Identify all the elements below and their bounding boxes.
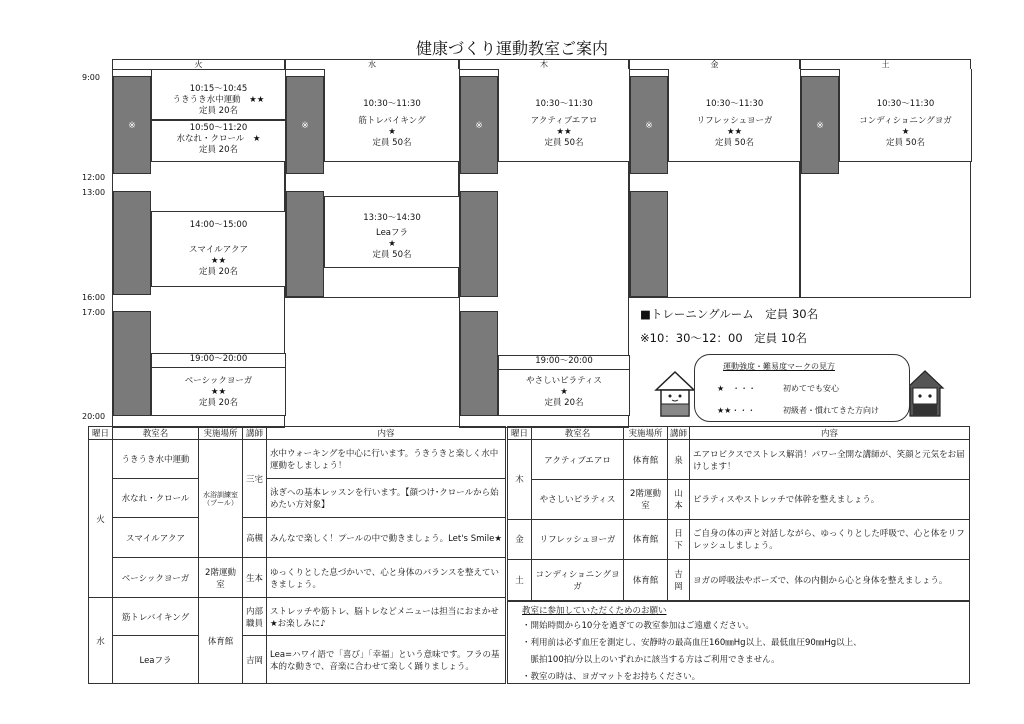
instructor-cell: 吉岡 (243, 636, 267, 684)
table-row (508, 479, 970, 519)
class-time: 10:30～11:30 (363, 99, 421, 109)
legend-title: 運動強度・難易度マークの見方 (723, 362, 835, 371)
class-name: コンディショニングヨガ (859, 116, 952, 126)
content-cell: ご自身の体の声と対話しながら、ゆっくりとした呼吸で、心と体をリフレッシュしましょう。 (690, 519, 970, 560)
class-time: 10:30～11:30 (705, 99, 764, 109)
class-name: 筋トレバイキング (358, 116, 426, 126)
day-header-fri: 金 (629, 59, 800, 70)
instructor-cell: 生本 (243, 558, 267, 598)
day-header-sat: 土 (800, 59, 971, 70)
gray-block-sat-am (801, 76, 839, 174)
class-cell: 水なれ・クロール (113, 479, 199, 518)
th-content: 内容 (267, 427, 506, 440)
content-cell: ヨガの呼吸法やポーズで、体の内側から心と身体を整えましょう。 (690, 560, 970, 601)
instructor-cell: 高槻 (243, 518, 267, 558)
content-cell: Lea=ハワイ語で「喜び」「幸福」という意味です。フラの基本的な動きで、音楽に合わせて楽しく踊りましょう。 (267, 636, 506, 684)
time-label-17: 17:00 (82, 308, 106, 317)
note-item: ・開始時間から10分を過ぎての教室参加はご遠慮ください。 (522, 621, 754, 631)
time-label-9: 9:00 (82, 73, 100, 82)
content-cell: 水中ウォーキングを中心に行います。うきうきと楽しく水中運動をしましょう！ (267, 440, 506, 479)
training-room-morning: ※10：30～12：00 定員 10名 (640, 331, 807, 345)
place-cell: 体育館 (624, 519, 668, 560)
place-cell: 体育館 (624, 440, 668, 480)
th-class: 教室名 (532, 427, 624, 440)
th-instructor: 講師 (668, 427, 690, 440)
place-cell: 水浴訓練室（プール） (199, 440, 243, 558)
gray-block-fri-pm (630, 191, 668, 297)
participation-notes (507, 601, 970, 684)
gray-block-label: ※ (301, 121, 309, 131)
class-name: スマイルアクア (189, 245, 248, 255)
time-label-16: 16:00 (82, 293, 106, 302)
th-instructor: 講師 (243, 427, 267, 440)
place-cell: 体育館 (199, 598, 243, 684)
place-cell: 2階運動室 (199, 558, 243, 598)
class-stars: ★★ (726, 127, 743, 137)
class-stars: ★ (388, 239, 396, 249)
content-cell: みんなで楽しく！プールの中で動きましょう。Let's Smile★ (267, 518, 506, 558)
note-item: ・教室の時は、ヨガマットをお持ちください。 (522, 672, 701, 682)
class-block-ukiuki (151, 70, 286, 120)
class-stars: ★★ (210, 387, 227, 397)
class-capacity: 定員 50名 (714, 138, 755, 148)
class-time: 19:00～20:00 (189, 354, 248, 364)
day-cell-sat: 土 (508, 560, 532, 601)
class-time: 10:30～11:30 (535, 99, 593, 109)
content-cell: 泳ぎへの基本レッスンを行います。【顔つけ･クロールから始めたい方対象】 (267, 479, 506, 518)
day-column-sat (800, 70, 971, 298)
class-block-conditioning-yoga (839, 69, 972, 162)
training-room-capacity: ■トレーニングルーム 定員 30名 (640, 307, 819, 321)
class-stars: ★★ (556, 127, 572, 137)
house-mascot-right-icon (904, 368, 946, 422)
class-cell: ベーシックヨーガ (113, 558, 199, 598)
th-day: 曜日 (508, 427, 532, 440)
notes-title: 教室に参加していただくためのお願い (522, 606, 667, 616)
class-cell: コンディショニングヨガ (532, 560, 624, 601)
gray-block-thu-eve (460, 311, 498, 416)
gray-block-label: ※ (128, 121, 136, 131)
class-stars: ★★ (210, 256, 227, 266)
class-cell: スマイルアクア (113, 518, 199, 558)
gray-block-label: ※ (645, 121, 653, 131)
class-block-lea-hula (324, 196, 460, 268)
day-cell-wed: 水 (89, 598, 113, 684)
table-row (89, 558, 506, 598)
day-cell-thu: 木 (508, 440, 532, 519)
instructor-cell: 山本 (668, 479, 690, 519)
class-stars: ★ (388, 127, 396, 137)
table-row (89, 518, 506, 558)
class-time: 13:30～14:30 (363, 213, 421, 223)
class-cell: Leaフラ (113, 636, 199, 684)
class-name: ベーシックヨーガ (184, 376, 253, 386)
th-content: 内容 (690, 427, 970, 440)
day-column-tue (112, 70, 285, 428)
class-time: 10:15～10:45 (189, 84, 248, 94)
class-capacity: 定員 20名 (198, 267, 239, 277)
star-legend (694, 354, 910, 422)
gray-block-fri-am (630, 76, 668, 174)
class-capacity: 定員 20名 (198, 145, 239, 155)
gray-block-label: ※ (816, 121, 824, 131)
content-cell: ストレッチや筋トレ、脳トレなどメニューは担当におまかせ★お楽しみに♪ (267, 598, 506, 636)
class-time: 14:00～15:00 (189, 220, 248, 230)
class-stars: ★ (560, 387, 568, 397)
class-block-refresh-yoga (668, 69, 801, 162)
gray-block-thu-am (460, 76, 498, 174)
table-row (508, 560, 970, 601)
class-capacity: 定員 50名 (544, 138, 584, 148)
class-info-table-left (88, 426, 506, 684)
class-name: リフレッシュヨーガ (696, 116, 773, 126)
class-capacity: 定員 20名 (544, 398, 584, 408)
table-row (89, 440, 506, 479)
class-time: 19:00～20:00 (535, 356, 593, 366)
note-item: 脈拍100拍/分以上のいずれかに該当する方はご利用できません。 (522, 655, 780, 665)
place-cell: 2階運動室 (624, 479, 668, 519)
class-name: アクティブエアロ (530, 116, 598, 126)
day-column-wed (285, 70, 459, 298)
class-name: やさしいピラティス (526, 376, 602, 386)
legend-desc-2: 初級者・慣れてきた方向け (783, 406, 879, 415)
legend-stars-2: ★★・・・ (717, 406, 756, 415)
instructor-cell: 吉岡 (668, 560, 690, 601)
class-stars: ★ (901, 127, 910, 137)
class-block-active-aero (498, 69, 630, 162)
gray-block-wed-pm (286, 191, 324, 297)
class-block-mizunare (151, 120, 286, 162)
gray-block-label: ※ (475, 121, 483, 131)
day-cell-fri: 金 (508, 519, 532, 560)
class-cell: やさしいピラティス (532, 479, 624, 519)
table-row (89, 598, 506, 636)
legend-desc-1: 初めてでも安心 (783, 384, 839, 393)
th-place: 実施場所 (199, 427, 243, 440)
class-capacity: 定員 50名 (885, 138, 926, 148)
gray-block-tue-pm (113, 191, 151, 295)
day-column-thu (459, 70, 629, 428)
class-info-table-right (507, 426, 970, 601)
day-header-tue: 火 (112, 59, 285, 70)
class-cell: うきうき水中運動 (113, 440, 199, 479)
class-name: うきうき水中運動 ★★ (172, 95, 265, 105)
gray-block-thu-pm (460, 191, 498, 297)
content-cell: ゆっくりとした息づかいで、心と身体のバランスを整えていきましょう。 (267, 558, 506, 598)
time-label-20: 20:00 (82, 412, 106, 421)
class-block-basic-yoga (151, 353, 286, 416)
table-row (508, 519, 970, 560)
class-capacity: 定員 50名 (372, 138, 412, 148)
day-cell-tue: 火 (89, 440, 113, 598)
time-label-13: 13:00 (82, 188, 106, 197)
class-block-smile-aqua (151, 211, 286, 287)
class-time: 10:50～11:20 (189, 123, 248, 133)
class-block-pilates (498, 355, 630, 416)
instructor-cell: 泉 (668, 440, 690, 480)
instructor-cell: 内部職員 (243, 598, 267, 636)
instructor-cell: 日下 (668, 519, 690, 560)
class-cell: 筋トレバイキング (113, 598, 199, 636)
note-item: ・利用前は必ず血圧を測定し、安静時の最高血圧160㎜Hg以上、最低血圧90㎜Hg以上、 (522, 638, 862, 648)
gray-block-tue-eve (113, 311, 151, 416)
class-capacity: 定員 20名 (198, 106, 239, 116)
time-label-12: 12:00 (82, 173, 106, 182)
th-place: 実施場所 (624, 427, 668, 440)
content-cell: エアロビクスでストレス解消！パワー全開な講師が、笑顔と元気をお届けします！ (690, 440, 970, 480)
class-capacity: 定員 20名 (198, 398, 239, 408)
th-day: 曜日 (89, 427, 113, 440)
gray-block-wed-am (286, 76, 324, 174)
place-cell: 体育館 (624, 560, 668, 601)
day-header-wed: 水 (285, 59, 459, 70)
class-block-kintore (324, 69, 460, 162)
house-mascot-left-icon (652, 368, 698, 420)
class-cell: リフレッシュヨーガ (532, 519, 624, 560)
class-name: 水なれ・クロール ★ (176, 134, 261, 144)
class-name: Leaフラ (375, 228, 409, 238)
content-cell: ピラティスやストレッチで体幹を整えましょう。 (690, 479, 970, 519)
day-header-thu: 木 (459, 59, 629, 70)
day-column-fri (629, 70, 800, 298)
class-cell: アクティブエアロ (532, 440, 624, 480)
class-time: 10:30～11:30 (876, 99, 935, 109)
table-row (89, 636, 506, 684)
table-row (89, 479, 506, 518)
instructor-cell: 三宅 (243, 440, 267, 518)
table-row (508, 440, 970, 480)
legend-stars-1: ★ ・・・ (717, 384, 757, 393)
class-capacity: 定員 50名 (372, 250, 412, 260)
gray-block-tue-am (113, 76, 151, 174)
th-class: 教室名 (113, 427, 199, 440)
document-title: 健康づくり運動教室ご案内 (415, 39, 608, 58)
